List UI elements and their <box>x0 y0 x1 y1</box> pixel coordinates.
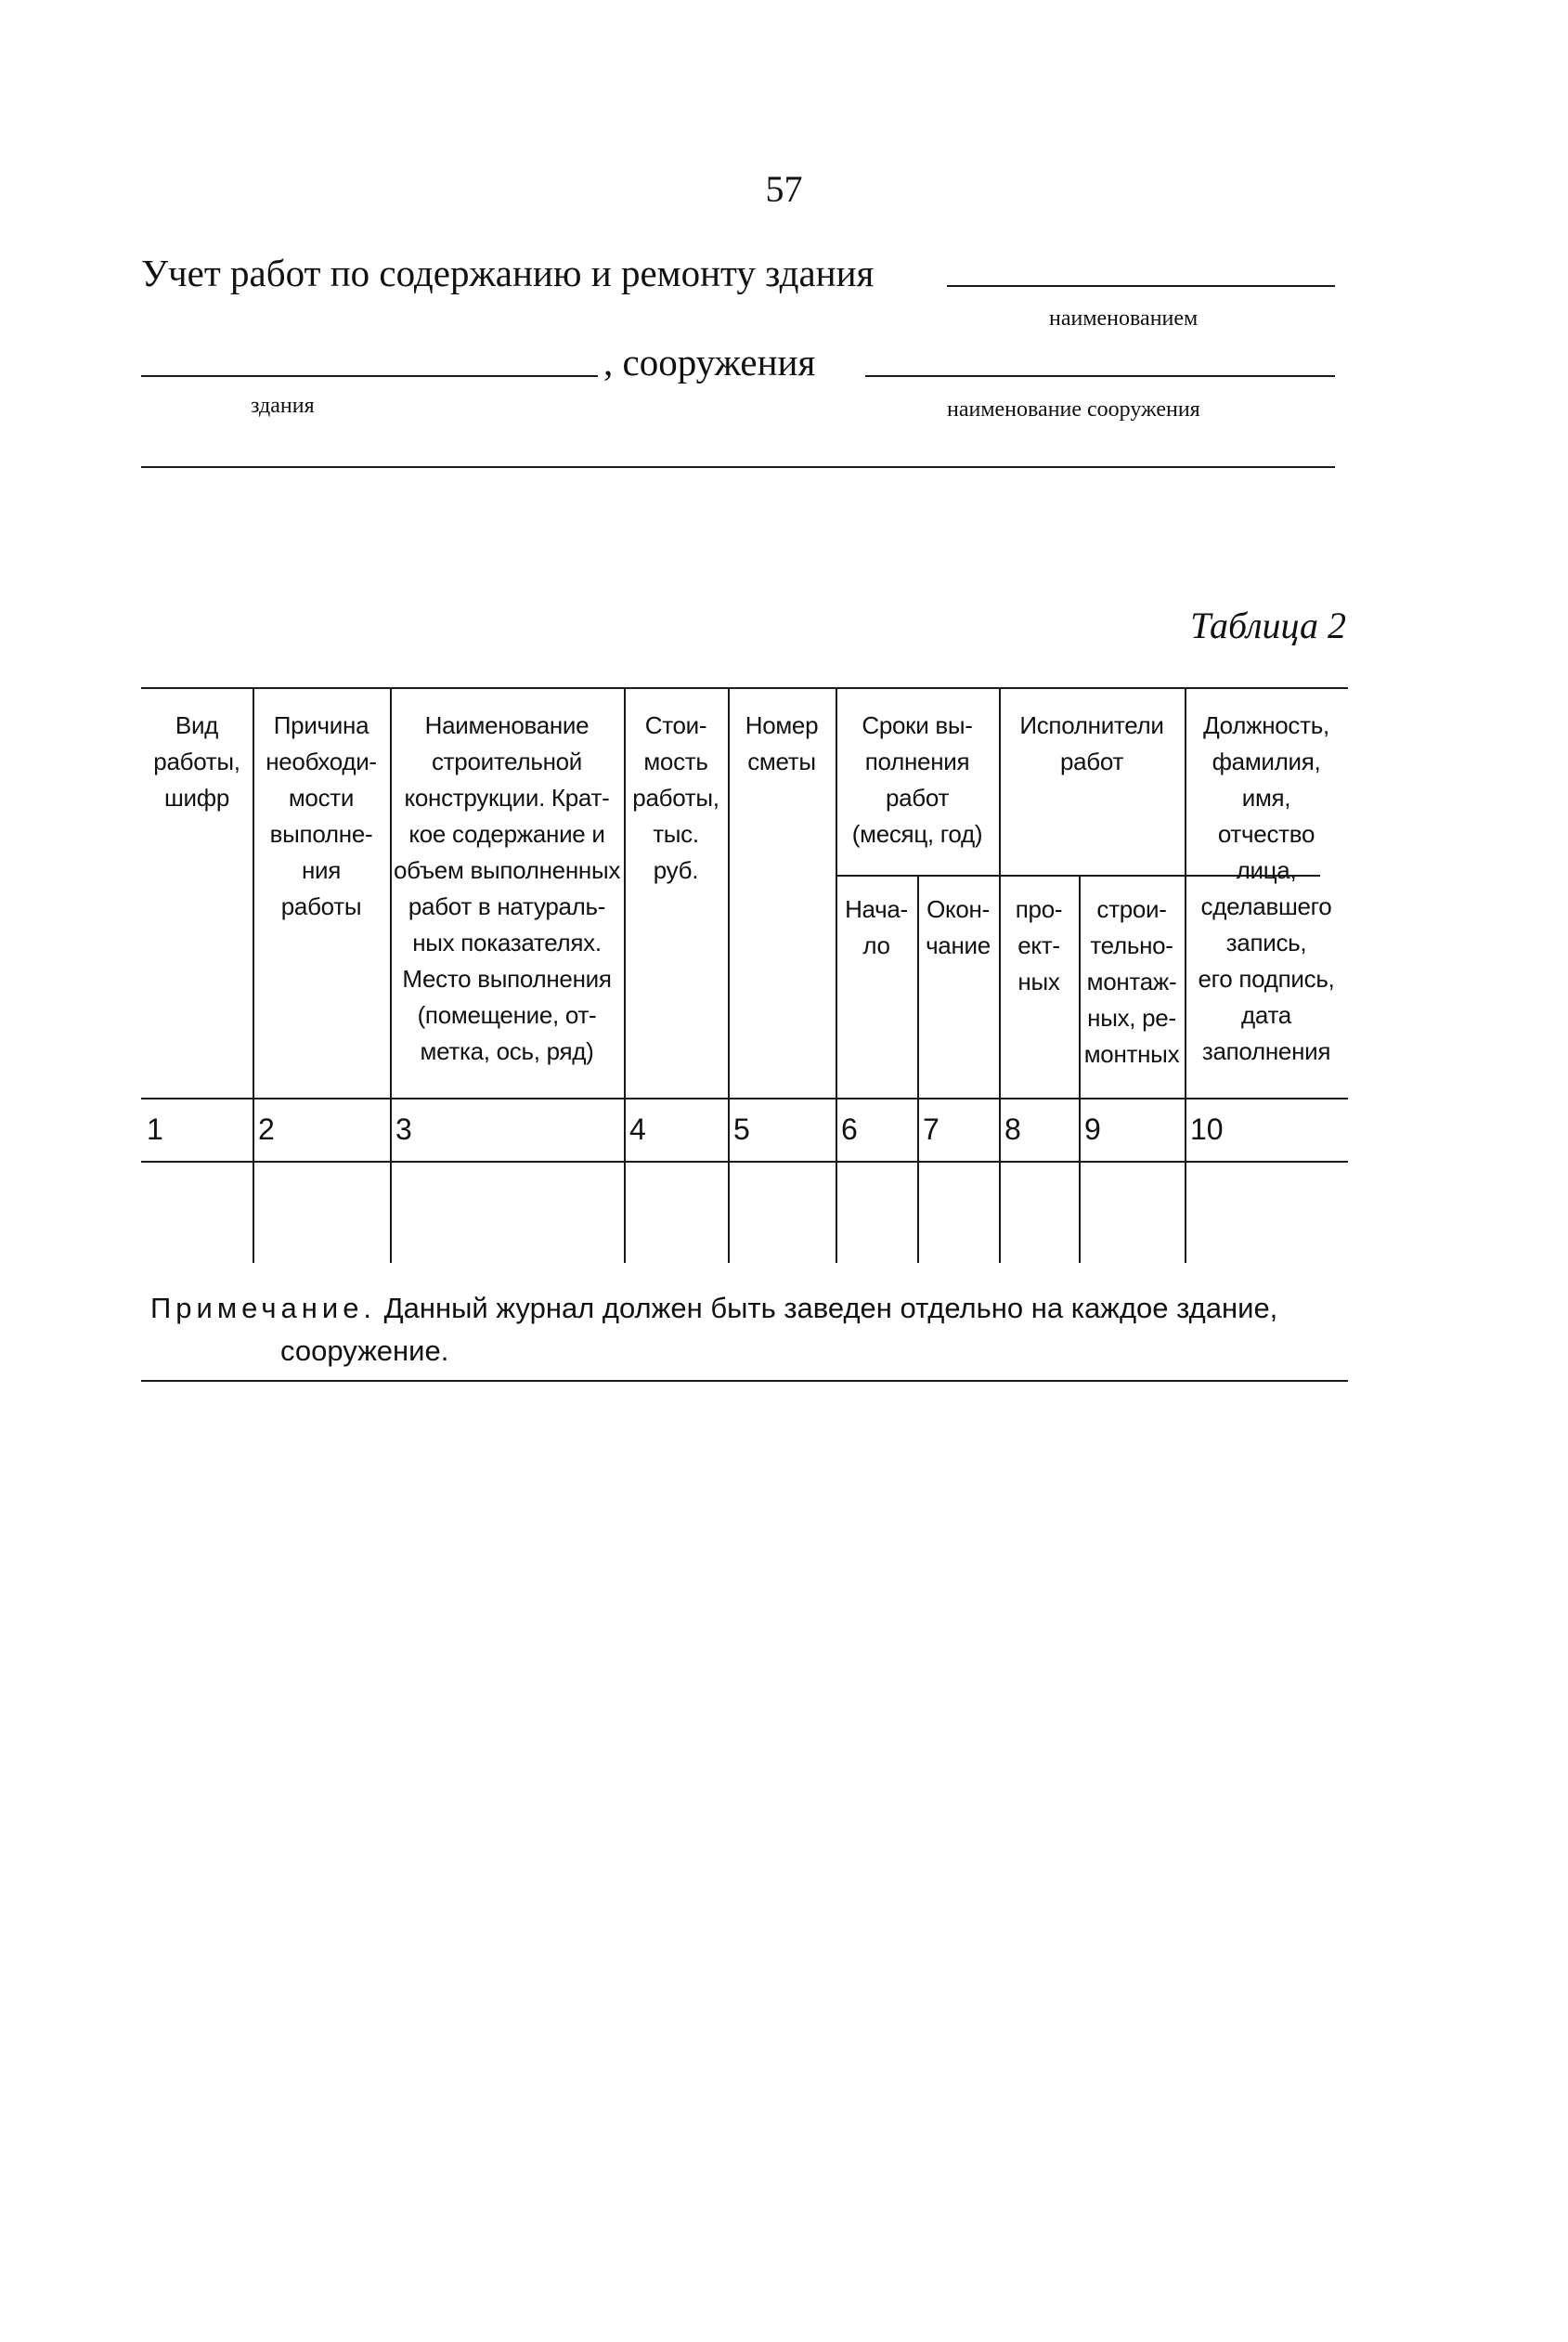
table-note <box>150 1287 1357 1373</box>
header-bottom-border <box>141 1098 1348 1099</box>
column-number: 1 <box>147 1112 163 1146</box>
header-structure-description: Наименование строительной конструкции. Крат- кое содержание и объем выполненных работ в натураль- ных показателях. Место выполнения (помещение, от- метка, ось, ряд) <box>393 711 621 1065</box>
header-responsible-person: Должность, фамилия, имя, отчество лица, сделавшего запись, его подпись, дата заполнения <box>1198 711 1335 1065</box>
table-top-border <box>141 687 1348 689</box>
note-bottom-rule <box>141 1380 1348 1382</box>
note-text-continuation: сооружение. <box>280 1334 449 1367</box>
header-work-type: Вид работы, шифр <box>153 711 240 812</box>
note-text: Данный журнал должен быть заведен отдельно на каждое здание, <box>376 1292 1278 1324</box>
table-title: Таблица 2 <box>1190 605 1346 646</box>
header-executors: Исполнители работ <box>1019 711 1164 775</box>
header-reason: Причина необходи- мости выполне- ния работы <box>266 711 377 920</box>
numbers-bottom-border <box>141 1161 1348 1163</box>
column-number: 3 <box>395 1112 412 1146</box>
journal-table <box>141 687 1348 1263</box>
header-end: Окон- чание <box>926 895 991 959</box>
building-name-continuation-line <box>141 375 598 377</box>
heading-bottom-rule <box>141 466 1335 468</box>
column-number: 5 <box>733 1112 750 1146</box>
column-number: 9 <box>1084 1112 1101 1146</box>
journal-heading: Учет работ по содержанию и ремонту здания <box>141 252 875 294</box>
column-number: 2 <box>258 1112 275 1146</box>
structure-name-caption: наименование сооружения <box>947 397 1200 422</box>
column-number: 6 <box>841 1112 858 1146</box>
structure-heading: , сооружения <box>603 341 816 384</box>
building-name-blank-line <box>947 285 1335 287</box>
header-construction-executors: строи- тельно- монтаж- ных, ре- монтных <box>1083 895 1180 1068</box>
building-caption: здания <box>251 394 315 418</box>
header-start: Нача- ло <box>845 895 908 959</box>
column-number: 8 <box>1004 1112 1021 1146</box>
header-cost: Стои- мость работы, тыс. руб. <box>632 711 719 884</box>
header-work-dates: Сроки вы- полнения работ (месяц, год) <box>851 711 983 848</box>
page-number: 57 <box>765 168 803 210</box>
header-design-executors: про- ект- ных <box>1015 895 1063 995</box>
column-number: 10 <box>1190 1112 1224 1146</box>
header-estimate-number: Номер сметы <box>745 711 819 775</box>
column-number: 7 <box>923 1112 940 1146</box>
building-name-caption: наименованием <box>1049 306 1199 331</box>
note-label: Примечание. <box>150 1292 377 1324</box>
column-number: 4 <box>629 1112 646 1146</box>
structure-name-blank-line <box>865 375 1335 377</box>
